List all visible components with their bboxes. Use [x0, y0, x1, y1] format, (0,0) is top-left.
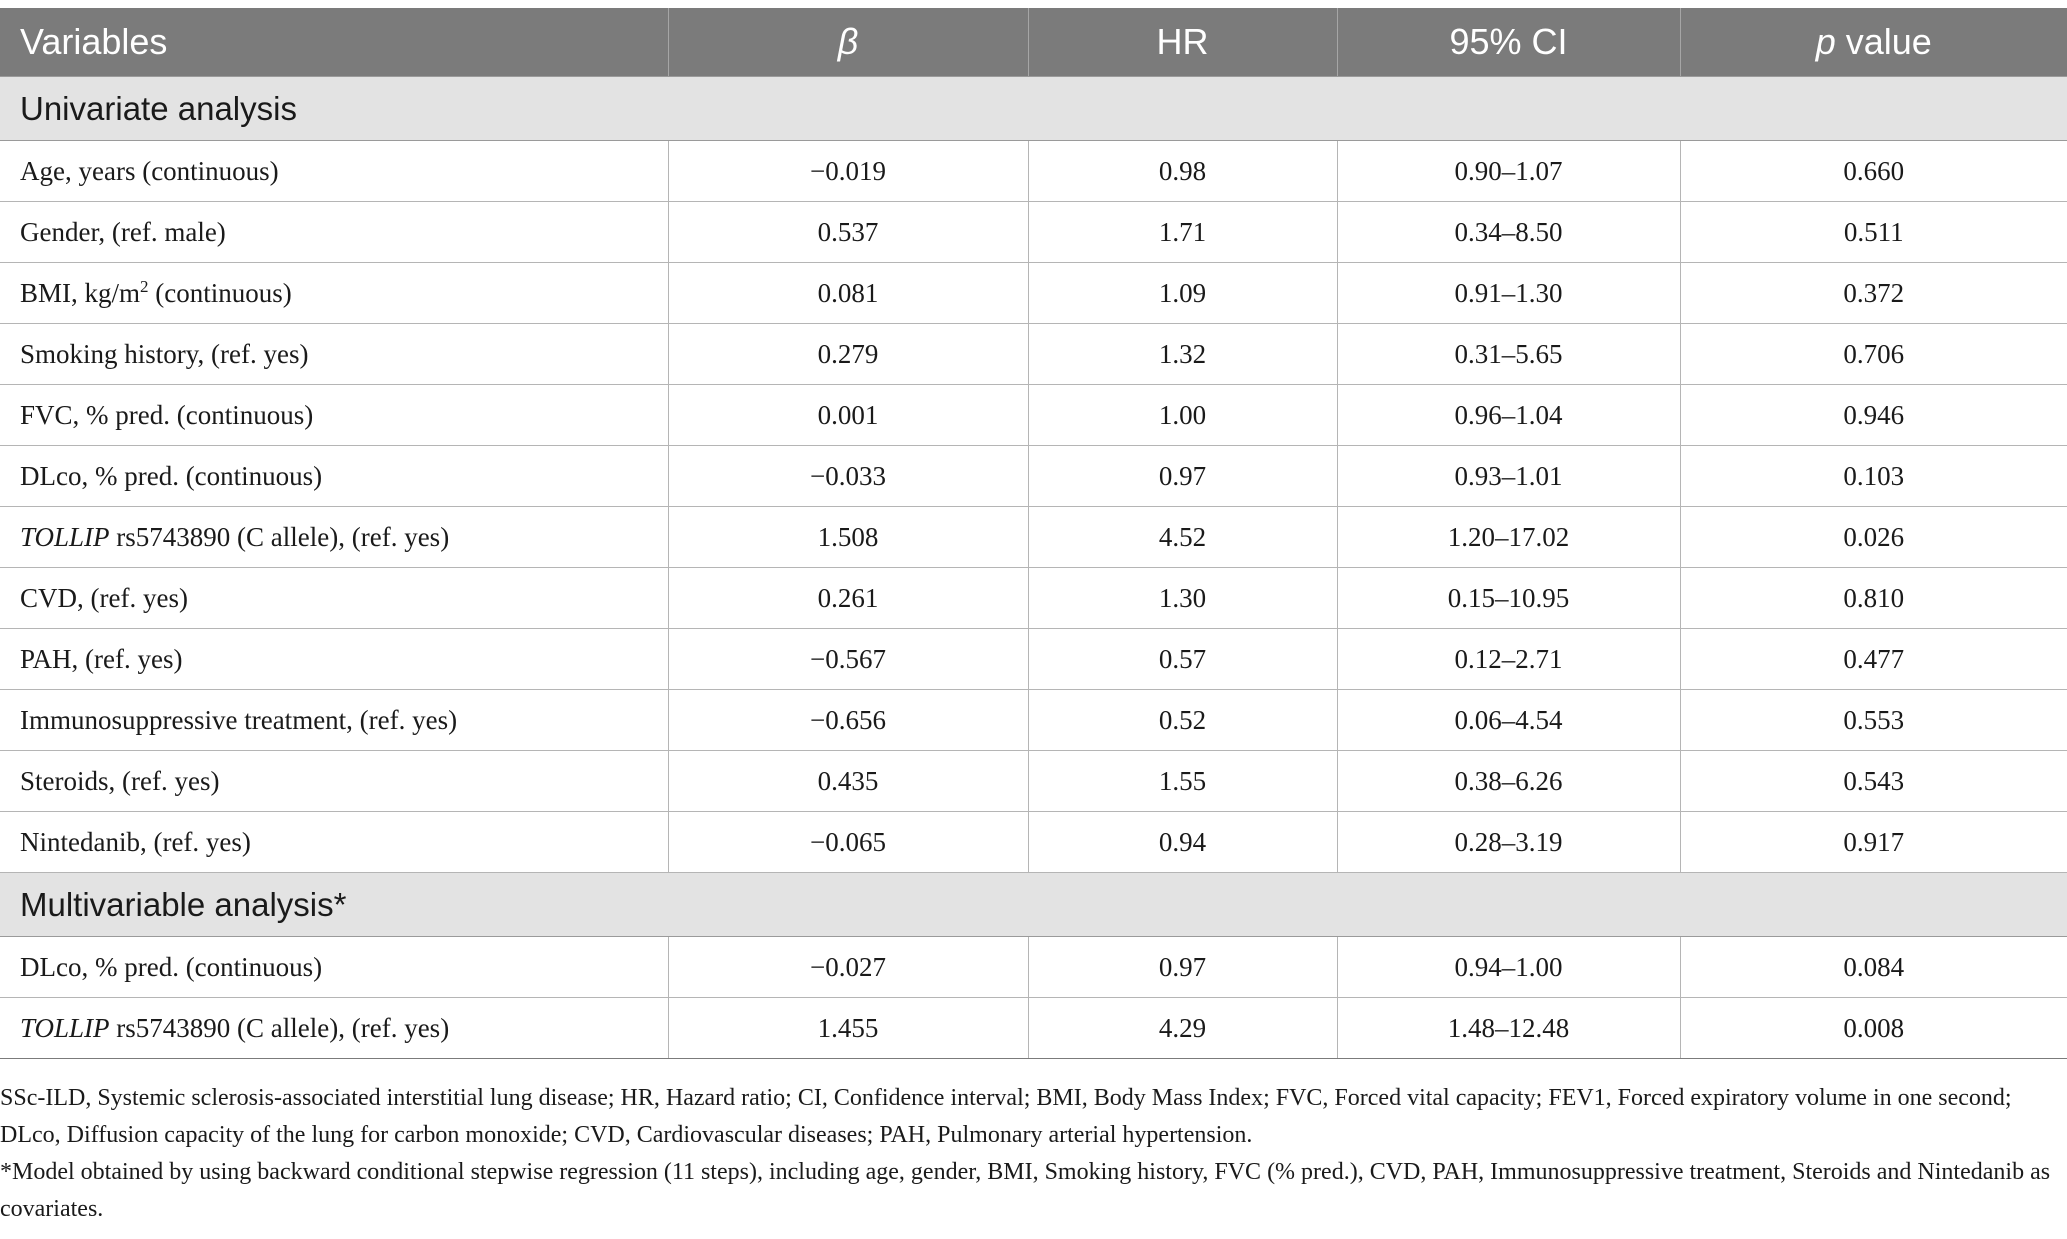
- row-label-gene: TOLLIP: [20, 521, 110, 552]
- row-p: 0.810: [1680, 568, 2067, 629]
- row-beta: −0.033: [668, 446, 1028, 507]
- row-beta: −0.019: [668, 141, 1028, 202]
- row-p: 0.543: [1680, 751, 2067, 812]
- row-label: [0, 507, 668, 568]
- row-label-rest: rs5743890 (C allele), (ref. yes): [109, 1012, 450, 1043]
- header-ci: 95% CI: [1337, 8, 1680, 77]
- row-ci: 0.91–1.30: [1337, 263, 1680, 324]
- row-beta: 1.508: [668, 507, 1028, 568]
- row-label: PAH, (ref. yes): [0, 629, 668, 690]
- row-ci: 0.93–1.01: [1337, 446, 1680, 507]
- table-row: [0, 446, 2067, 507]
- header-beta-symbol: β: [837, 21, 859, 62]
- header-p-italic: p: [1815, 21, 1836, 62]
- row-ci: 0.34–8.50: [1337, 202, 1680, 263]
- row-p: 0.026: [1680, 507, 2067, 568]
- row-p: 0.917: [1680, 812, 2067, 873]
- row-label: Immunosuppressive treatment, (ref. yes): [0, 690, 668, 751]
- row-ci: 1.20–17.02: [1337, 507, 1680, 568]
- regression-table-container: [0, 8, 2067, 1059]
- row-p: 0.008: [1680, 998, 2067, 1059]
- header-p-rest: value: [1835, 21, 1932, 62]
- row-p: 0.511: [1680, 202, 2067, 263]
- row-hr: 0.52: [1028, 690, 1337, 751]
- cox-regression-table: [0, 8, 2067, 1059]
- table-row: [0, 507, 2067, 568]
- row-label: Nintedanib, (ref. yes): [0, 812, 668, 873]
- row-beta: 0.261: [668, 568, 1028, 629]
- row-hr: 1.09: [1028, 263, 1337, 324]
- row-p: 0.103: [1680, 446, 2067, 507]
- row-label-rest: rs5743890 (C allele), (ref. yes): [109, 521, 450, 552]
- row-beta: 0.001: [668, 385, 1028, 446]
- row-hr: 1.55: [1028, 751, 1337, 812]
- row-beta: −0.567: [668, 629, 1028, 690]
- table-row: [0, 690, 2067, 751]
- table-row: [0, 568, 2067, 629]
- row-p: 0.477: [1680, 629, 2067, 690]
- table-row: [0, 141, 2067, 202]
- table-header-row: [0, 8, 2067, 77]
- row-hr: 4.29: [1028, 998, 1337, 1059]
- row-p: 0.946: [1680, 385, 2067, 446]
- table-row: [0, 812, 2067, 873]
- table-row: [0, 385, 2067, 446]
- row-ci: 0.38–6.26: [1337, 751, 1680, 812]
- row-ci: 0.96–1.04: [1337, 385, 1680, 446]
- table-row: [0, 324, 2067, 385]
- row-label: Smoking history, (ref. yes): [0, 324, 668, 385]
- section-multivariable: [0, 873, 2067, 937]
- row-label: DLco, % pred. (continuous): [0, 937, 668, 998]
- row-hr: 0.94: [1028, 812, 1337, 873]
- row-beta: 0.081: [668, 263, 1028, 324]
- row-hr: 0.97: [1028, 937, 1337, 998]
- row-label-pre: BMI, kg/m: [20, 277, 141, 308]
- row-label: Steroids, (ref. yes): [0, 751, 668, 812]
- table-row: [0, 202, 2067, 263]
- header-hr: HR: [1028, 8, 1337, 77]
- table-row: [0, 937, 2067, 998]
- abbreviations-note: SSc-ILD, Systemic sclerosis-associated interstitial lung disease; HR, Hazard ratio; CI, Confidence interval; BMI, Body Mass Index; FVC, Forced vital capacity; FEV1, Forced expiratory volume in one second; DLco, Diffusion capacity of the lung for carbon monoxide; CVD, Cardiovascular diseases; PAH, Pulmonary arterial hypertension.: [0, 1085, 2012, 1148]
- row-beta: 0.435: [668, 751, 1028, 812]
- row-hr: 4.52: [1028, 507, 1337, 568]
- row-hr: 1.71: [1028, 202, 1337, 263]
- row-p: 0.660: [1680, 141, 2067, 202]
- row-beta: −0.065: [668, 812, 1028, 873]
- row-label: CVD, (ref. yes): [0, 568, 668, 629]
- row-beta: 1.455: [668, 998, 1028, 1059]
- model-note: *Model obtained by using backward conditional stepwise regression (11 steps), including age, gender, BMI, Smoking history, FVC (% pred.), CVD, PAH, Immunosuppressive treatment, Steroids and Nintedanib as covariates.: [0, 1159, 2051, 1222]
- row-label-post: (continuous): [148, 277, 292, 308]
- row-label-gene: TOLLIP: [20, 1012, 110, 1043]
- row-hr: 0.97: [1028, 446, 1337, 507]
- row-label: [0, 263, 668, 324]
- row-hr: 0.98: [1028, 141, 1337, 202]
- row-p: 0.372: [1680, 263, 2067, 324]
- row-ci: 0.94–1.00: [1337, 937, 1680, 998]
- row-label: FVC, % pred. (continuous): [0, 385, 668, 446]
- table-footnotes: [0, 1080, 2060, 1228]
- table-row: [0, 629, 2067, 690]
- row-label: DLco, % pred. (continuous): [0, 446, 668, 507]
- row-hr: 0.57: [1028, 629, 1337, 690]
- section-multivariable-label: Multivariable analysis*: [0, 873, 2067, 937]
- table-row: [0, 263, 2067, 324]
- row-p: 0.706: [1680, 324, 2067, 385]
- row-ci: 0.12–2.71: [1337, 629, 1680, 690]
- row-beta: 0.537: [668, 202, 1028, 263]
- header-p-value: [1680, 8, 2067, 77]
- table-row: [0, 751, 2067, 812]
- section-univariate-label: Univariate analysis: [0, 77, 2067, 141]
- row-ci: 0.06–4.54: [1337, 690, 1680, 751]
- table-row: [0, 998, 2067, 1059]
- row-p: 0.553: [1680, 690, 2067, 751]
- row-label-superscript: 2: [140, 276, 149, 296]
- row-label: Age, years (continuous): [0, 141, 668, 202]
- row-hr: 1.00: [1028, 385, 1337, 446]
- row-ci: 0.31–5.65: [1337, 324, 1680, 385]
- row-beta: −0.027: [668, 937, 1028, 998]
- row-p: 0.084: [1680, 937, 2067, 998]
- row-ci: 0.28–3.19: [1337, 812, 1680, 873]
- row-label: Gender, (ref. male): [0, 202, 668, 263]
- header-variables: Variables: [0, 8, 668, 77]
- row-ci: 0.15–10.95: [1337, 568, 1680, 629]
- row-label: [0, 998, 668, 1059]
- row-ci: 0.90–1.07: [1337, 141, 1680, 202]
- section-univariate: [0, 77, 2067, 141]
- row-hr: 1.32: [1028, 324, 1337, 385]
- row-beta: −0.656: [668, 690, 1028, 751]
- row-hr: 1.30: [1028, 568, 1337, 629]
- row-beta: 0.279: [668, 324, 1028, 385]
- header-beta: [668, 8, 1028, 77]
- row-ci: 1.48–12.48: [1337, 998, 1680, 1059]
